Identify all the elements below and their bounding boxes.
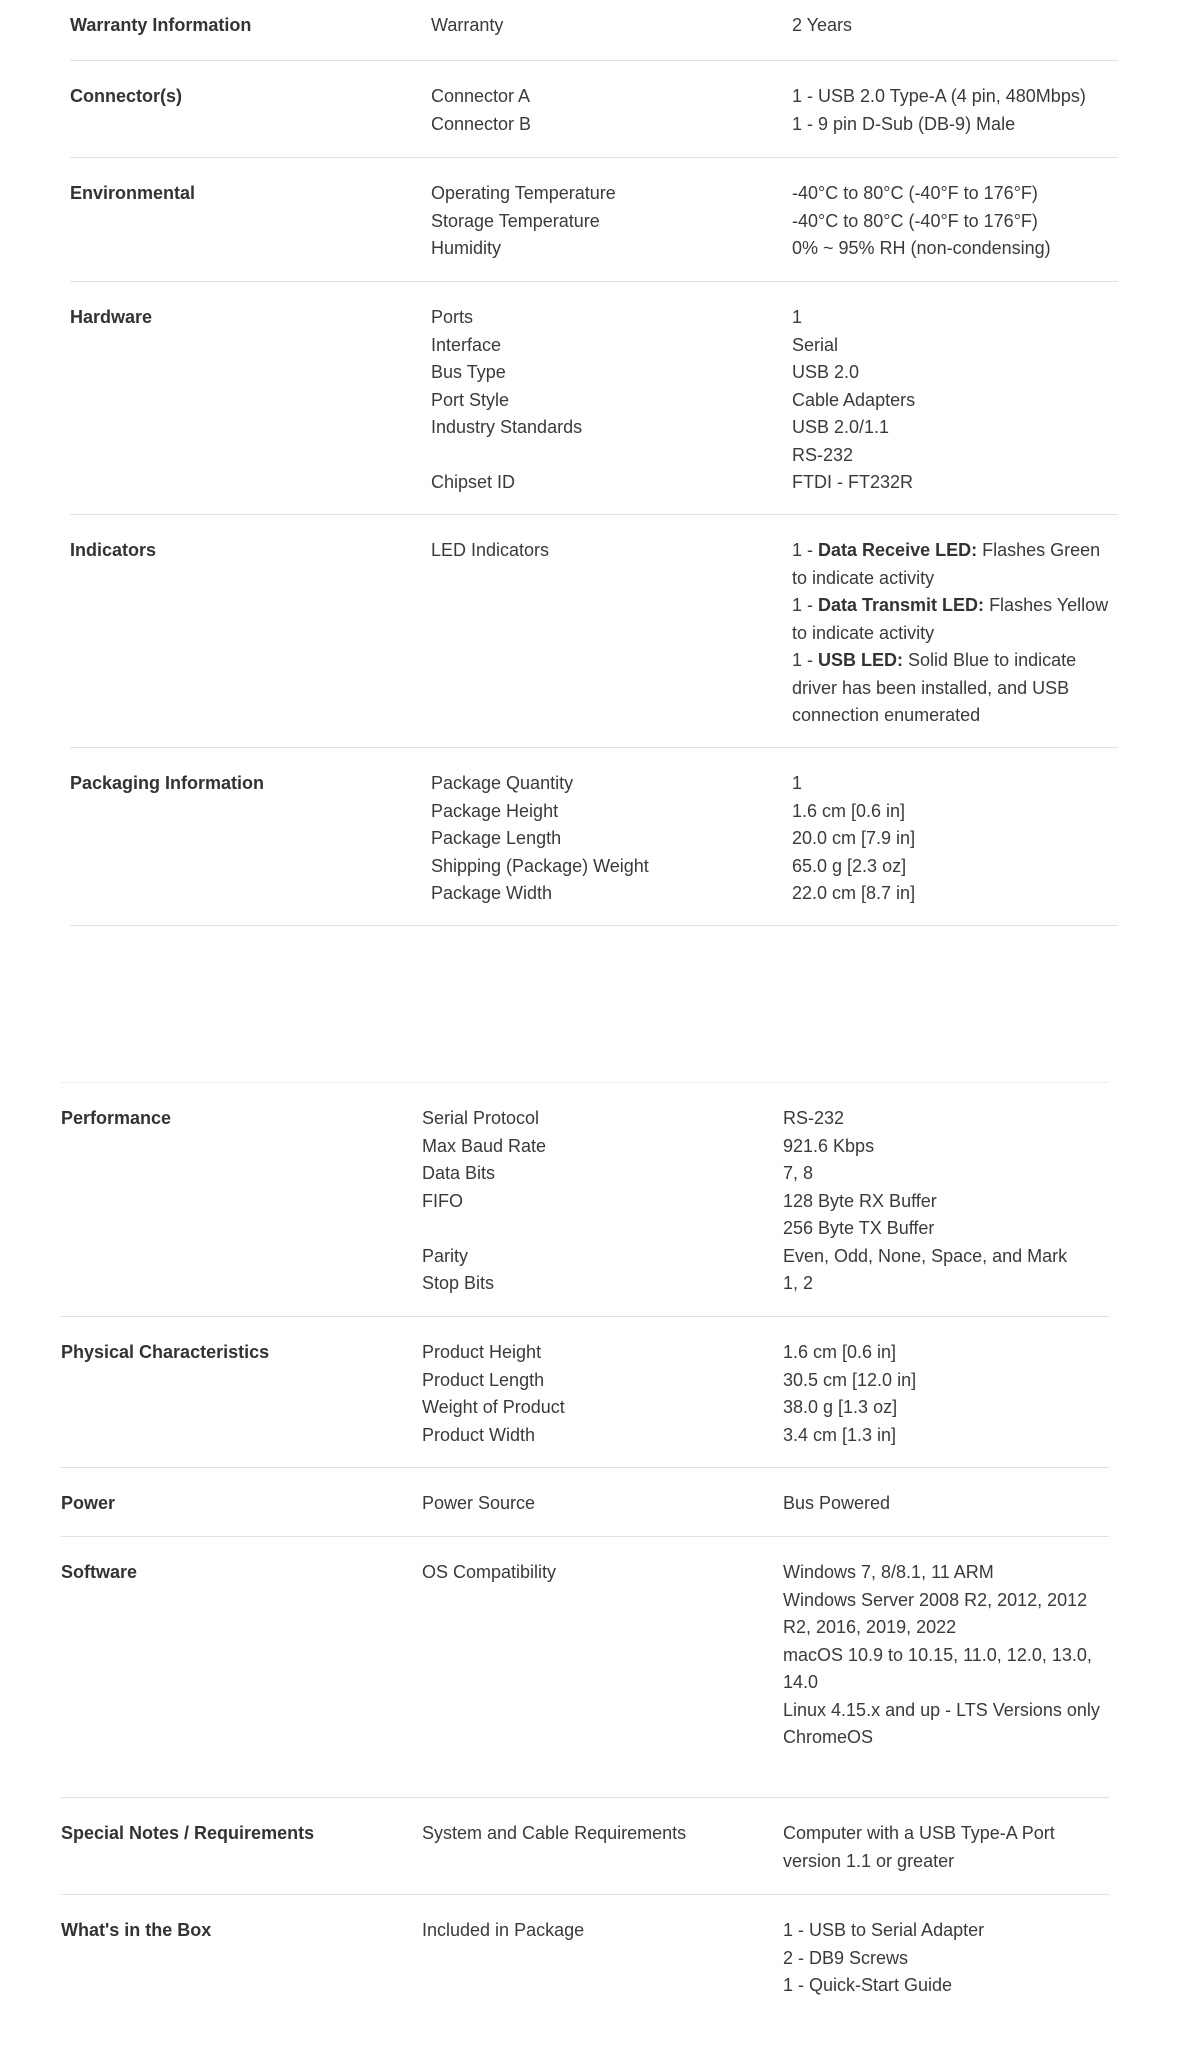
- spec-attribute: Stop Bits: [422, 1273, 495, 1293]
- led-receive-value: [792, 537, 1118, 592]
- spec-value: Computer with a USB Type-A Port version 1.1 or greater: [783, 1823, 1055, 1871]
- spec-attribute: Operating Temperature: [431, 183, 616, 203]
- spec-values: [792, 180, 1118, 281]
- led-description: Solid Blue to indicate driver has been installed, and USB connection enumerated: [792, 650, 1077, 725]
- spec-value: 2 - DB9 Screws: [783, 1947, 909, 1968]
- spec-attributes: [422, 1559, 783, 1797]
- spec-values: [783, 1559, 1109, 1797]
- spec-value: 1: [792, 307, 803, 327]
- spec-value: Linux 4.15.x and up - LTS Versions only: [783, 1699, 1100, 1720]
- spec-attribute: FIFO: [422, 1190, 463, 1211]
- spec-values: [792, 12, 1118, 60]
- spec-value: -40°C to 80°C (-40°F to 176°F): [792, 183, 1038, 203]
- spec-value: 1.6 cm [0.6 in]: [792, 800, 906, 821]
- spec-values: [783, 1820, 1109, 1894]
- spec-attribute: Chipset ID: [431, 472, 516, 492]
- spec-attribute: Weight of Product: [422, 1397, 565, 1417]
- spec-attribute: Product Height: [422, 1342, 542, 1362]
- spec-value: 0% ~ 95% RH (non-condensing): [792, 238, 1051, 258]
- spec-category: Hardware: [70, 307, 153, 327]
- spec-values: [783, 1339, 1109, 1467]
- spec-value: 3.4 cm [1.3 in]: [783, 1424, 897, 1445]
- led-usb-value: [792, 647, 1118, 730]
- spec-value: 20.0 cm [7.9 in]: [792, 828, 916, 848]
- spec-value: 256 Byte TX Buffer: [783, 1218, 935, 1238]
- spec-attributes: [422, 1490, 783, 1536]
- led-prefix: 1 -: [792, 540, 819, 560]
- spec-attribute: LED Indicators: [431, 540, 550, 560]
- spec-attribute: System and Cable Requirements: [422, 1823, 687, 1843]
- spec-row-whats-in-box: [61, 1895, 1109, 2055]
- spec-attribute: Storage Temperature: [431, 210, 600, 231]
- spec-value: 1: [792, 773, 803, 793]
- spec-attribute: Product Width: [422, 1424, 536, 1445]
- spec-value: 921.6 Kbps: [783, 1135, 875, 1156]
- spec-row-connectors: [70, 61, 1118, 158]
- spec-attribute: Connector A: [431, 86, 531, 106]
- spec-value: ChromeOS: [783, 1727, 874, 1747]
- spec-value: USB 2.0: [792, 362, 860, 382]
- spec-value: 2 Years: [792, 15, 853, 35]
- spec-values: [783, 1490, 1109, 1536]
- spec-row-power: [61, 1468, 1109, 1537]
- spec-attribute: Bus Type: [431, 362, 506, 382]
- spec-value: Windows 7, 8/8.1, 11 ARM: [783, 1562, 994, 1582]
- spec-value: macOS 10.9 to 10.15, 11.0, 12.0, 13.0, 14.0: [783, 1644, 1092, 1692]
- spec-category: Power: [61, 1493, 116, 1513]
- spec-row-warranty: [70, 0, 1118, 61]
- spec-row-software: [61, 1537, 1109, 1798]
- spec-row-physical: [61, 1317, 1109, 1468]
- spec-row-environmental: [70, 158, 1118, 282]
- spec-value: Bus Powered: [783, 1493, 891, 1513]
- spec-attribute: Humidity: [431, 238, 502, 258]
- spec-row-packaging: [70, 748, 1118, 926]
- spec-row-performance: [61, 1083, 1109, 1317]
- spec-value: 1 - 9 pin D-Sub (DB-9) Male: [792, 113, 1016, 134]
- spec-attribute: Max Baud Rate: [422, 1135, 547, 1156]
- spec-category: Environmental: [70, 183, 196, 203]
- spec-category: Special Notes / Requirements: [61, 1823, 315, 1843]
- spec-attribute: Serial Protocol: [422, 1108, 540, 1128]
- spec-value: 1 - Quick-Start Guide: [783, 1975, 953, 1995]
- spec-value: 38.0 g [1.3 oz]: [783, 1397, 898, 1417]
- spec-attributes: [422, 1917, 783, 2055]
- spec-attributes: [431, 304, 792, 514]
- led-description: Flashes Yellow to indicate activity: [792, 595, 1109, 643]
- spec-attributes: [431, 12, 792, 60]
- spec-value: -40°C to 80°C (-40°F to 176°F): [792, 210, 1038, 231]
- spec-value: 1, 2: [783, 1273, 814, 1293]
- spec-category: Connector(s): [70, 86, 182, 106]
- spec-value: FTDI - FT232R: [792, 472, 914, 492]
- spec-category: Software: [61, 1562, 138, 1582]
- led-label: Data Receive LED:: [818, 540, 978, 560]
- spec-table-bottom: [61, 1082, 1109, 2055]
- led-label: USB LED:: [818, 650, 904, 670]
- spec-value: Even, Odd, None, Space, and Mark: [783, 1245, 1068, 1266]
- spec-value: 1.6 cm [0.6 in]: [783, 1342, 897, 1362]
- spacer: [422, 1215, 783, 1243]
- led-description: Flashes Green to indicate activity: [792, 540, 1101, 588]
- spec-category: Packaging Information: [70, 773, 265, 793]
- spec-values: [792, 537, 1118, 747]
- spec-values: [792, 83, 1118, 157]
- spec-attribute: Interface: [431, 334, 502, 355]
- led-transmit-value: [792, 592, 1118, 647]
- spec-attribute: Port Style: [431, 389, 510, 410]
- spec-category: Physical Characteristics: [61, 1342, 270, 1362]
- spec-value: 1 - USB to Serial Adapter: [783, 1920, 985, 1940]
- spec-value: RS-232: [783, 1108, 845, 1128]
- spec-value: USB 2.0/1.1: [792, 417, 890, 437]
- spec-attribute: Package Quantity: [431, 773, 574, 793]
- spec-row-hardware: [70, 282, 1118, 515]
- spec-attributes: [431, 83, 792, 157]
- spec-attributes: [422, 1820, 783, 1894]
- spec-attribute: Power Source: [422, 1493, 536, 1513]
- spec-value: 65.0 g [2.3 oz]: [792, 855, 907, 876]
- spec-category: Warranty Information: [70, 15, 252, 35]
- spec-attribute: Package Length: [431, 828, 562, 848]
- led-prefix: 1 -: [792, 595, 819, 615]
- spec-attribute: Package Height: [431, 800, 559, 821]
- spec-attributes: [431, 180, 792, 281]
- spec-attributes: [431, 770, 792, 925]
- spec-attribute: Package Width: [431, 883, 553, 903]
- spec-values: [792, 304, 1118, 514]
- spec-table-top: [70, 0, 1118, 926]
- spec-category: Performance: [61, 1108, 172, 1128]
- spec-value: 128 Byte RX Buffer: [783, 1190, 937, 1211]
- spec-value: 22.0 cm [8.7 in]: [792, 883, 916, 903]
- spec-value: Serial: [792, 334, 839, 355]
- spec-attribute: Data Bits: [422, 1163, 496, 1183]
- spec-attribute: Shipping (Package) Weight: [431, 855, 649, 876]
- spec-attribute: Included in Package: [422, 1920, 585, 1940]
- spec-values: [792, 770, 1118, 925]
- spec-values: [783, 1105, 1109, 1316]
- spec-value: 7, 8: [783, 1163, 814, 1183]
- spec-attribute: Parity: [422, 1245, 469, 1266]
- spec-attribute: Industry Standards: [431, 417, 583, 437]
- led-label: Data Transmit LED:: [818, 595, 985, 615]
- spec-attributes: [422, 1105, 783, 1316]
- spec-value: 30.5 cm [12.0 in]: [783, 1369, 917, 1390]
- spec-attribute: OS Compatibility: [422, 1562, 557, 1582]
- spacer: [431, 442, 792, 470]
- spec-attribute: Product Length: [422, 1369, 545, 1390]
- spec-value: 1 - USB 2.0 Type-A (4 pin, 480Mbps): [792, 86, 1086, 106]
- spec-category: What's in the Box: [61, 1920, 212, 1940]
- spec-category: Indicators: [70, 540, 157, 560]
- led-prefix: 1 -: [792, 650, 819, 670]
- spec-attribute: Connector B: [431, 113, 532, 134]
- spec-row-indicators: [70, 515, 1118, 748]
- spec-attribute: Warranty: [431, 15, 504, 35]
- spec-row-special-notes: [61, 1798, 1109, 1895]
- spec-value: RS-232: [792, 444, 854, 465]
- spec-attributes: [422, 1339, 783, 1467]
- spec-attributes: [431, 537, 792, 747]
- spec-attribute: Ports: [431, 307, 474, 327]
- spec-values: [783, 1917, 1109, 2055]
- spec-value: Windows Server 2008 R2, 2012, 2012 R2, 2016, 2019, 2022: [783, 1589, 1088, 1637]
- spec-value: Cable Adapters: [792, 389, 916, 410]
